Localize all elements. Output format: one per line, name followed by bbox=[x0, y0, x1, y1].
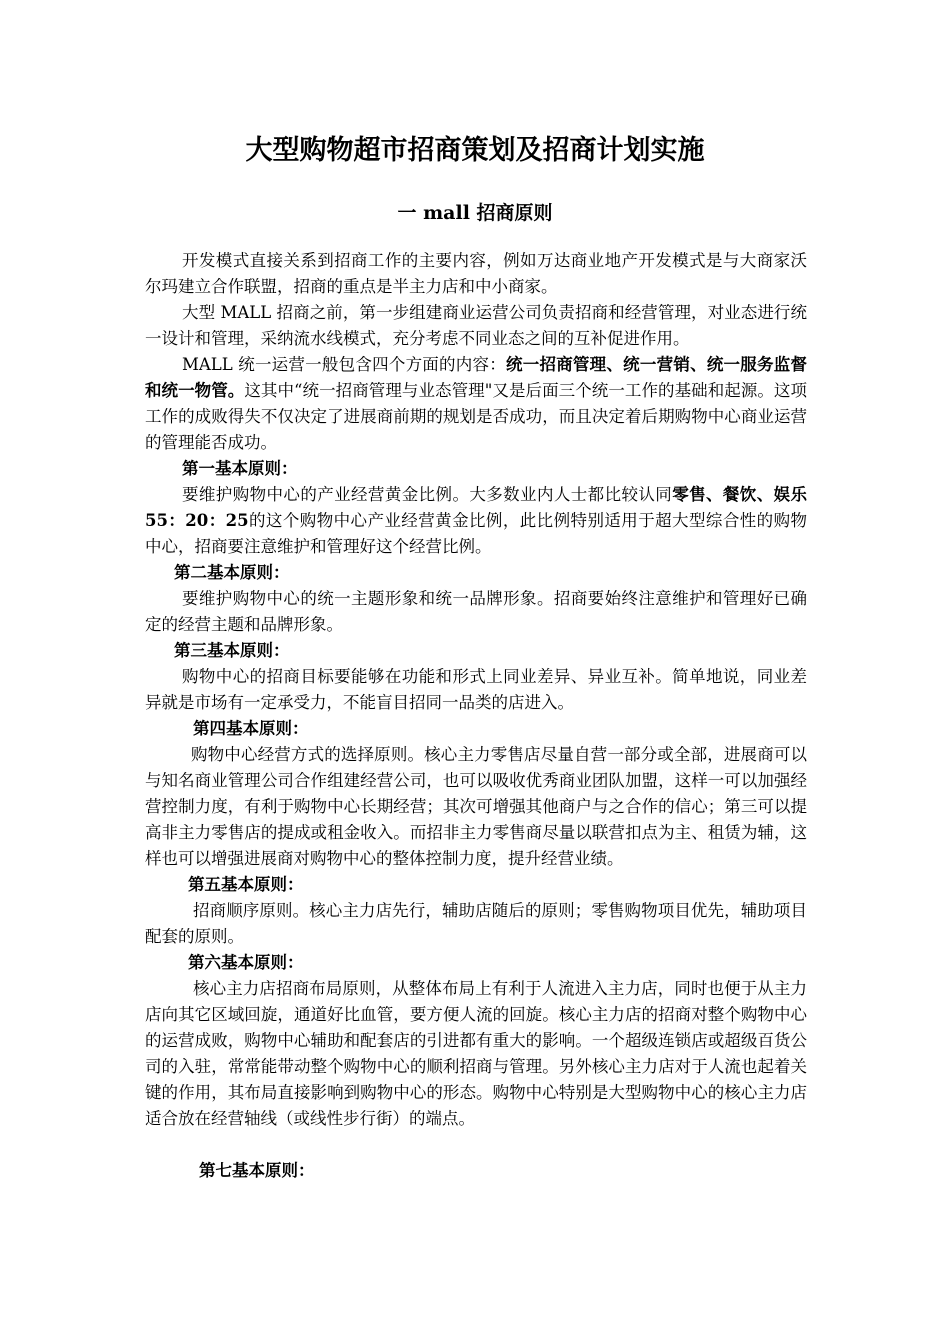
principle-heading-4: 第四基本原则： bbox=[193, 719, 309, 738]
paragraph: 核心主力店招商布局原则，从整体布局上有利于人流进入主力店，同时也便于从主力店向其它区域回旋，通道好比血管，要方便人流的回旋。核心主力店的招商对整个购物中心的运营成败，购物中心辅助和配套店的引进都有重大的影响。一个超级连锁店或超级百货公司的入驻，常常能带动整个购物中心的顺利招商与管理。另外核心主力店对于人流也起着关键的作用，其布局直接影响到购物中心的形态。购物中心特别是大型购物中心的核心主力店适合放在经营轴线（或线性步行街）的端点。 bbox=[145, 979, 807, 1128]
paragraph-text: MALL 统一运营一般包含四个方面的内容： bbox=[182, 355, 506, 374]
section-heading: 一 mall 招商原则 bbox=[397, 202, 553, 224]
principle-heading-2: 第二基本原则： bbox=[174, 563, 290, 582]
principle-heading-7: 第七基本原则： bbox=[199, 1161, 315, 1180]
paragraph: 开发模式直接关系到招商工作的主要内容，例如万达商业地产开发模式是与大商家沃尔玛建立合作联盟，招商的重点是半主力店和中小商家。 bbox=[145, 251, 807, 296]
principle-heading-3: 第三基本原则： bbox=[174, 641, 290, 660]
document-body bbox=[145, 248, 807, 1184]
paragraph bbox=[145, 352, 807, 456]
paragraph: 要维护购物中心的统一主题形象和统一品牌形象。招商要始终注意维护和管理好已确定的经营主题和品牌形象。 bbox=[145, 589, 807, 634]
paragraph: 购物中心的招商目标要能够在功能和形式上同业差异、异业互补。简单地说，同业差异就是市场有一定承受力，不能盲目招同一品类的店进入。 bbox=[145, 667, 807, 712]
paragraph bbox=[145, 482, 807, 560]
paragraph: 大型 MALL 招商之前，第一步组建商业运营公司负责招商和经营管理，对业态进行统一设计和管理，采纳流水线模式，充分考虑不同业态之间的互补促进作用。 bbox=[145, 303, 807, 348]
paragraph-text: 要维护购物中心的产业经营黄金比例。大多数业内人士都比较认同 bbox=[182, 485, 673, 504]
bold-text: 零售、餐饮、娱乐 55：20：25 bbox=[145, 485, 808, 530]
document-title: 大型购物超市招商策划及招商计划实施 bbox=[245, 135, 705, 166]
principle-heading-1: 第一基本原则： bbox=[182, 459, 298, 478]
paragraph: 购物中心经营方式的选择原则。核心主力零售店尽量自营一部分或全部，进展商可以与知名商业管理公司合作组建经营公司，也可以吸收优秀商业团队加盟，这样一可以加强经营控制力度，有利于购物中心长期经营；其次可增强其他商户与之合作的信心；第三可以提高非主力零售店的提成或租金收入。而招非主力零售商尽量以联营扣点为主、租赁为辅，这样也可以增强进展商对购物中心的整体控制力度，提升经营业绩。 bbox=[145, 745, 807, 868]
paragraph-text: 的这个购物中心产业经营黄金比例，此比例特别适用于超大型综合性的购物中心，招商要注意维护和管理好这个经营比例。 bbox=[145, 511, 807, 556]
bold-text: 统一招商管理、统一营销、统一服务监督和统一物管。 bbox=[145, 355, 807, 400]
principle-heading-6: 第六基本原则： bbox=[188, 953, 304, 972]
principle-heading-5: 第五基本原则： bbox=[188, 875, 304, 894]
paragraph: 招商顺序原则。核心主力店先行，辅助店随后的原则；零售购物项目优先，辅助项目配套的原则。 bbox=[145, 901, 807, 946]
paragraph-text: 这其中“统一招商管理与业态管理"又是后面三个统一工作的基础和起源。这项工作的成败得失不仅决定了进展商前期的规划是否成功，而且决定着后期购物中心商业运营的管理能否成功。 bbox=[145, 381, 807, 452]
